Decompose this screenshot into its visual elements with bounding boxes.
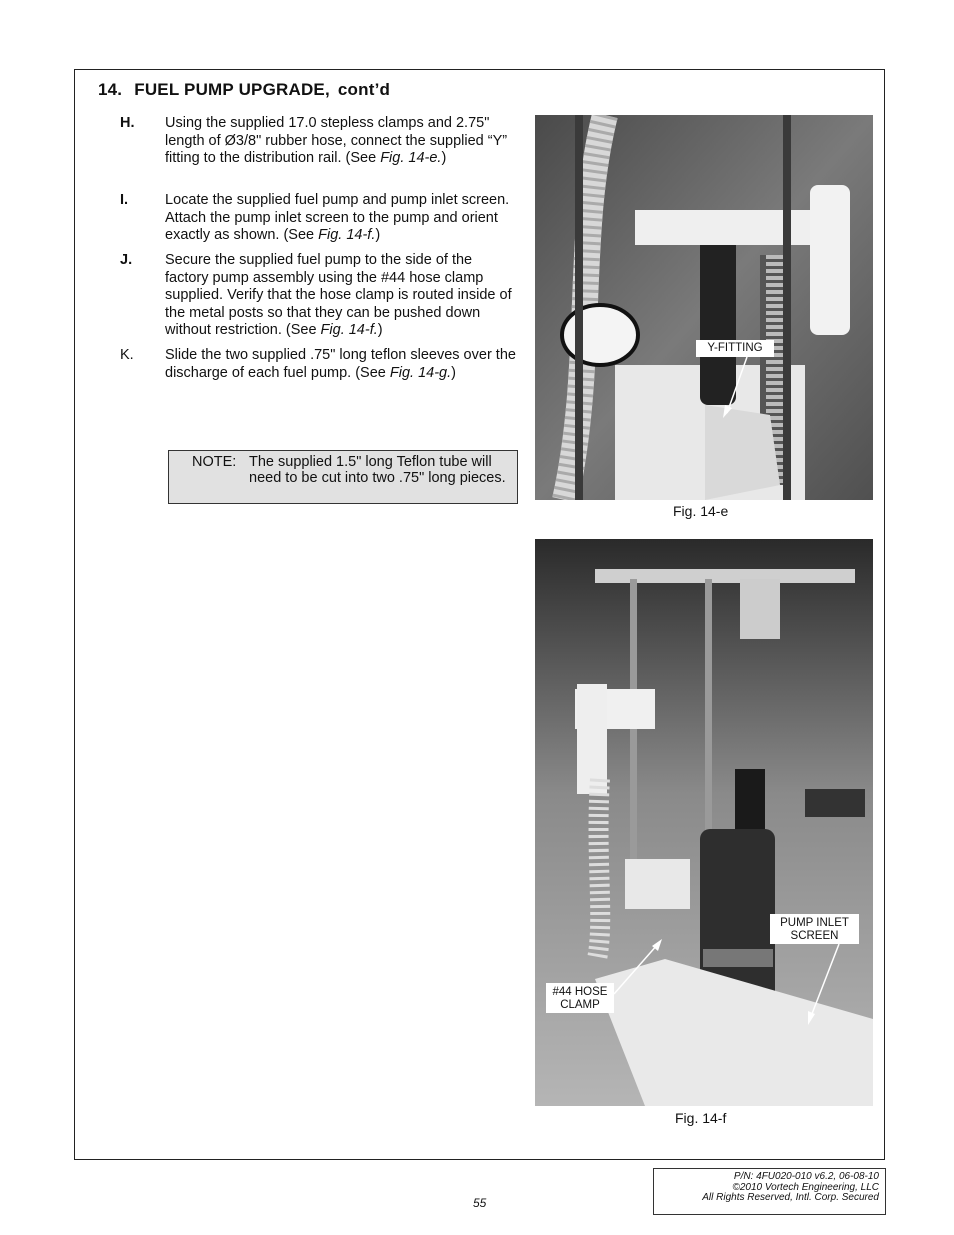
callout-pump-inlet-screen: PUMP INLET SCREEN <box>770 914 859 944</box>
section-title: FUEL PUMP UPGRADE, <box>134 80 330 99</box>
step-j <box>120 252 516 340</box>
photo-fig-14-f <box>535 539 873 1106</box>
step-text: Secure the supplied fuel pump to the side of the factory pump assembly using the #44 hose clamp supplied. Verify that the hose clamp is routed inside of the metal posts so that they can be pushed down without restriction. (See Fig. 14-f.) <box>165 252 512 338</box>
callout-arrows <box>535 539 873 1106</box>
step-letter: J. <box>120 252 133 268</box>
note-box <box>168 450 518 504</box>
step-text: Slide the two supplied .75" long teflon sleeves over the discharge of each fuel pump. (See Fig. 14-g.) <box>165 347 516 381</box>
callout-hose-clamp: #44 HOSE CLAMP <box>546 983 614 1013</box>
arrow-y-fitting <box>535 115 873 500</box>
step-k <box>120 347 516 382</box>
step-letter: I. <box>120 192 129 208</box>
photo-fig-14-e <box>535 115 873 500</box>
callout-y-fitting: Y-FITTING <box>696 340 774 357</box>
caption-fig-14-f: Fig. 14-f <box>675 1110 727 1126</box>
page-number: 55 <box>473 1196 487 1210</box>
note-text: The supplied 1.5" long Teflon tube will need to be cut into two .75" long pieces. <box>249 454 506 486</box>
copyright: ©2010 Vortech Engineering, LLC <box>732 1181 879 1193</box>
caption-fig-14-e: Fig. 14-e <box>673 503 729 519</box>
footer-info-box <box>653 1168 886 1215</box>
note-label: NOTE: <box>192 454 237 470</box>
step-h <box>120 115 516 168</box>
section-suffix: cont’d <box>337 80 391 99</box>
step-i <box>120 192 516 245</box>
step-text: Using the supplied 17.0 stepless clamps and 2.75" length of Ø3/8" rubber hose, connect the supplied “Y” fitting to the distribution rail. (See Fig. 14-e.) <box>165 115 508 166</box>
section-number: 14. <box>98 80 123 99</box>
step-letter: H. <box>120 115 135 131</box>
section-heading <box>98 80 390 100</box>
part-number: P/N: 4FU020-010 v6.2, 06-08-10 <box>733 1171 879 1182</box>
rights-reserved: All Rights Reserved, Intl. Corp. Secured <box>702 1192 879 1203</box>
step-text: Locate the supplied fuel pump and pump inlet screen. Attach the pump inlet screen to the pump and orient exactly as shown. (See Fig. 14-f.) <box>165 192 510 243</box>
step-letter: K. <box>120 347 134 363</box>
